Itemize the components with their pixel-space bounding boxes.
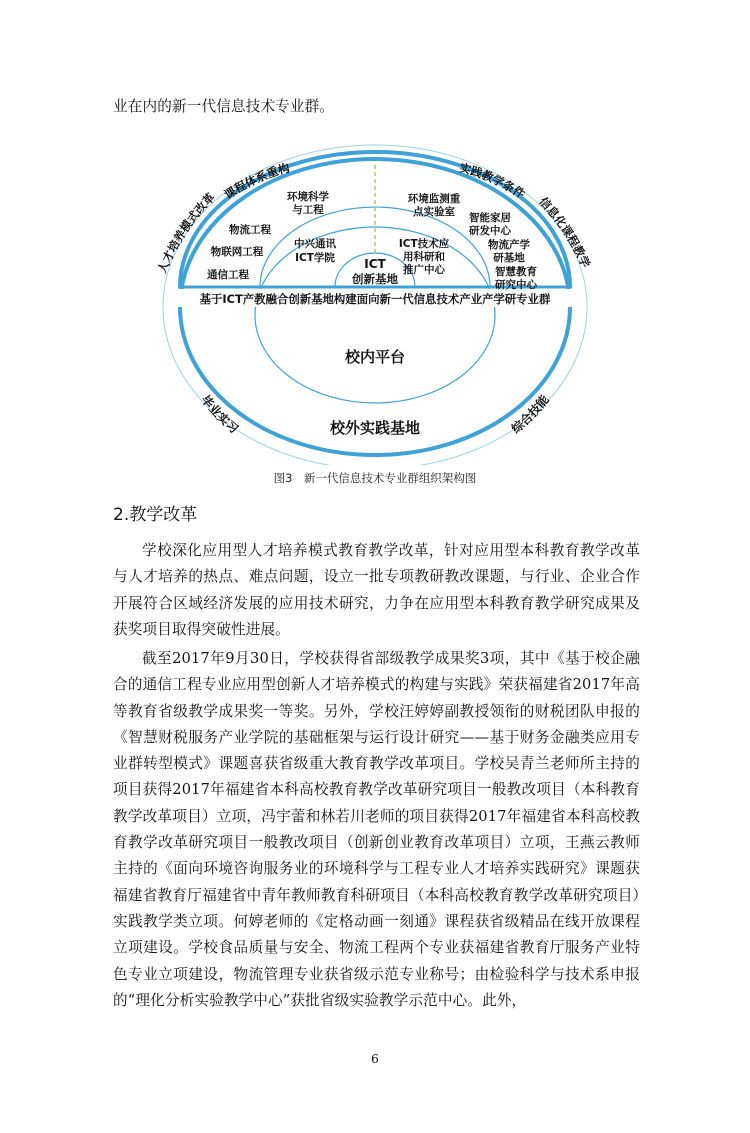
diagram-banner: 基于ICT产教融合创新基地构建面向新一代信息技术产业产学研专业群 — [199, 292, 551, 306]
right-item-4: ICT技术应 — [398, 238, 450, 250]
core-label-2: 创新基地 — [352, 272, 398, 286]
left-item-6: ICT学院 — [295, 252, 335, 264]
arc-label-left-1: 课程体系重构 — [221, 160, 292, 202]
left-item-3: 物联网工程 — [210, 246, 264, 258]
bottom-left-label: 毕业实习 — [198, 392, 242, 437]
right-item-6: 推广中心 — [403, 264, 445, 276]
intro-paragraph: 业在内的新一代信息技术专业群。 — [113, 98, 335, 115]
right-item-5: 用科研和 — [403, 251, 445, 263]
paragraph-2: 截至2017年9月30日，学校获得省部级教学成果奖3项，其中《基于校企融合的通信工程专业应用型创新人才培养模式的构建与实践》荣获福建省2017年高等教育省级教学成果奖一等奖。另外，学校汪婷婷副教授领衔的财税团队申报的《智慧财税服务产业学院的基础框架与运行设计研究——基于财务金融类应用专业群转型模式》课题喜获省级重大教育教学改革项目。学校吴青兰老师所主持的项目获得2017年福建省本科高校教育教学改革研究项目一般教改项目（本科教育教学改革项目）立项，冯宇蕾和林若川老师的项目获得2017年福建省本科高校教育教学改革研究项目一般教改项目（创新创业教育改革项目）立项，王燕云教师主持的《面向环境咨询服务业的环境科学与工程专业人才培养实践研究》课题获福建省教育厅福建省中青年教师教育科研项目（本科高校教育教学改革研究项目）实践教学类立项。何婷老师的《定格动画一刻通》课程获省级精品在线开放课程立项建设。学校食品质量与安全、物流工程两个专业获福建省教育厅服务产业特色专业立项建设，物流管理专业获省级示范专业称号；由检验科学与技术系申报的“理化分析实验教学中心”获批省级实验教学示范中心。此外， — [113, 650, 640, 1009]
arc-label-right-2: 信息化课程教学 — [536, 194, 593, 270]
org-structure-diagram — [150, 135, 600, 465]
right-item-3: 研发中心 — [469, 225, 511, 237]
right-item-8: 研基地 — [493, 252, 525, 264]
right-item-0: 环境监测重 — [407, 193, 461, 205]
inner-platform-label: 校内平台 — [344, 348, 406, 366]
right-item-9: 智慧教育 — [495, 266, 537, 278]
left-item-5: 中兴通讯 — [294, 238, 336, 250]
left-item-4: 通信工程 — [207, 269, 249, 281]
left-item-1: 与工程 — [292, 204, 324, 216]
right-item-1: 点实验室 — [413, 206, 455, 218]
paragraph-1: 学校深化应用型人才培养模式教育教学改革，针对应用型本科教育教学改革与人才培养的热点、难点问题，设立一批专项教研教改课题，与行业、企业合作开展符合区域经济发展的应用技术研究，力争在应用型本科教育教学研究成果及获奖项目取得突破性进展。 — [113, 542, 640, 638]
left-item-0: 环境科学 — [287, 191, 329, 203]
figure-caption: 图3 新一代信息技术专业群组织架构图 — [273, 471, 477, 485]
arc-label-left-2: 人才培养模式改革 — [154, 190, 218, 276]
bottom-right-label: 综合技能 — [508, 392, 552, 437]
outer-base-label: 校外实践基地 — [329, 419, 421, 437]
section-heading: 2.教学改革 — [113, 505, 198, 525]
right-item-7: 物流产学 — [488, 239, 530, 251]
right-item-2: 智能家居 — [469, 212, 511, 224]
arc-label-right-1: 实践教学条件 — [457, 160, 528, 202]
right-item-10: 研究中心 — [495, 279, 537, 291]
left-item-2: 物流工程 — [229, 224, 271, 236]
core-label-1: ICT — [364, 257, 386, 271]
page-number: 6 — [371, 1052, 379, 1066]
